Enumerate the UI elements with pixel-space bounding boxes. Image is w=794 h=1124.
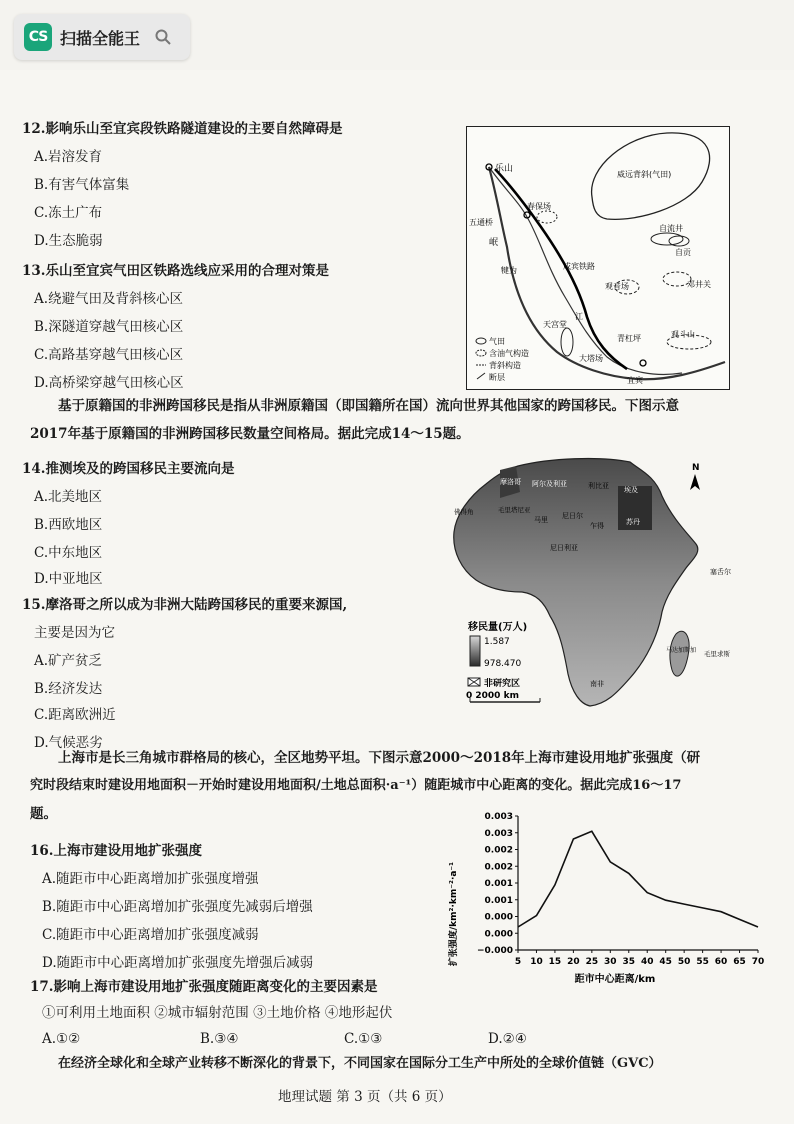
label-wutongqiao: 五通桥 [469, 218, 493, 227]
north-label: N [692, 463, 700, 473]
y-tick-label: 0.001 [484, 895, 513, 906]
app-name: 扫描全能王 [60, 28, 141, 48]
q12-option-d[interactable]: D.生态脆弱 [34, 233, 103, 249]
label-chunbaochang: 春保场 [527, 202, 551, 211]
y-tick-label: 0.000 [484, 929, 513, 940]
q15-option-c[interactable]: C.距离欧洲近 [34, 707, 116, 723]
label-sudan: 苏丹 [626, 518, 640, 526]
q14-option-b[interactable]: B.西欧地区 [34, 517, 103, 533]
q17-stem: 17.影响上海市建设用地扩张强度随距离变化的主要因素是 [30, 979, 378, 995]
intro-14-15 [30, 392, 774, 420]
label-datachang: 大塔场 [579, 354, 603, 363]
x-tick-label: 35 [622, 957, 636, 967]
label-mauritius: 毛里求斯 [704, 650, 730, 658]
q15-stem-2: 主要是因为它 [34, 625, 115, 641]
label-chengbin: 成宾铁路 [563, 262, 595, 271]
exam-page [0, 70, 794, 1124]
label-dengjingguan: 邓井关 [687, 280, 711, 289]
label-libya: 利比亚 [588, 482, 609, 490]
q14-option-c[interactable]: C.中东地区 [34, 545, 103, 561]
legend-ramp [470, 636, 480, 666]
y-tick-label: 0.002 [484, 845, 513, 856]
intro-14-line-2-wrap [30, 420, 774, 448]
label-yibin: 宜宾 [627, 376, 643, 385]
series-line [518, 831, 758, 927]
label-south-africa: 南非 [590, 680, 604, 688]
x-tick-label: 10 [530, 957, 543, 967]
label-tiangongtang: 天宫堂 [543, 320, 567, 329]
label-cape-verde: 佛得角 [454, 508, 474, 516]
x-tick-label: 5 [514, 957, 522, 967]
q17-option-a[interactable]: A.①② [42, 1031, 81, 1047]
railway-map [466, 126, 730, 390]
x-tick-label: 30 [604, 957, 617, 967]
legend-gas-field: 气田 [489, 337, 505, 346]
y-tick-label: −0.000 [476, 946, 513, 956]
q12-stem: 12.影响乐山至宜宾段铁路隧道建设的主要自然障碍是 [22, 121, 343, 137]
intro-16-line-1: 上海市是长三角城市群格局的核心，全区地势平坦。下图示意2000～2018年上海市建设用地扩张强度（研 [58, 750, 701, 766]
label-niger: 尼日尔 [562, 512, 583, 520]
intro-16-17 [30, 744, 774, 772]
q13-option-c[interactable]: C.高路基穿越气田核心区 [34, 347, 184, 363]
legend-min: 1.587 [484, 637, 510, 647]
q15-option-d[interactable]: D.气候恶劣 [34, 735, 103, 751]
x-tick-label: 45 [659, 957, 672, 967]
x-tick-label: 20 [567, 957, 580, 967]
label-qinggang: 青杠坪 [617, 334, 641, 343]
search-icon[interactable] [154, 28, 172, 46]
q16-option-b[interactable]: B.随距市中心距离增加扩张强度先减弱后增强 [42, 899, 313, 915]
q16-option-c[interactable]: C.随距市中心距离增加扩张强度减弱 [42, 927, 259, 943]
legend-max: 978.470 [484, 659, 522, 669]
q15-stem: 15.摩洛哥之所以成为非洲大陆跨国移民的重要来源国, [22, 597, 348, 613]
chart-xlabel: 距市中心距离/km [574, 974, 656, 985]
label-guandoushan: 观斗山 [671, 330, 695, 339]
legend-title: 移民量(万人) [468, 622, 528, 633]
x-tick-label: 40 [640, 957, 654, 967]
north-arrow-icon [690, 474, 700, 490]
label-weiyuan: 威远背斜(气田) [617, 170, 672, 179]
label-madagascar: 马达加斯加 [666, 647, 697, 654]
intro-16-line-2: 究时段结束时建设用地面积－开始时建设用地面积/土地总面积·a⁻¹）随距城市中心距离的变化。据此完成16～17 [30, 778, 682, 793]
x-tick-label: 55 [696, 957, 709, 967]
x-tick-label: 25 [585, 957, 599, 967]
q17-items: ①可利用土地面积 ②城市辐射范围 ③土地价格 ④地形起伏 [42, 1005, 393, 1021]
label-chad: 乍得 [590, 522, 604, 530]
q12-option-b[interactable]: B.有害气体富集 [34, 177, 130, 193]
q13-option-b[interactable]: B.深隧道穿越气田核心区 [34, 319, 184, 335]
label-seychelles: 塞舌尔 [710, 568, 731, 576]
q16-option-d[interactable]: D.随距市中心距离增加扩张强度先增强后减弱 [42, 955, 314, 971]
label-zigong-well: 自流井 [659, 224, 683, 233]
q12-option-a[interactable]: A.岩溶发育 [34, 149, 103, 165]
x-tick-label: 50 [677, 957, 691, 967]
q13-option-a[interactable]: A.绕避气田及背斜核心区 [34, 291, 184, 307]
label-egypt: 埃及 [624, 486, 638, 494]
legend-anticline: 背斜构造 [489, 361, 521, 370]
q12-option-c[interactable]: C.冻土广布 [34, 205, 103, 221]
q16-stem: 16.上海市建设用地扩张强度 [30, 843, 202, 859]
x-tick-label: 15 [548, 957, 562, 967]
intro-16-line-2-wrap [30, 772, 774, 800]
q17-option-b[interactable]: B.③④ [200, 1031, 239, 1047]
intro-14-line-1: 基于原籍国的非洲跨国移民是指从非洲原籍国（即国籍所在国）流向世界其他国家的跨国移民。下图示意 [58, 398, 679, 414]
intro-next-line: 在经济全球化和全球产业转移不断深化的背景下，不同国家在国际分工生产中所处的全球价值链（GVC） [58, 1056, 662, 1071]
y-tick-label: 0.003 [484, 812, 513, 822]
intro-16-line-3: 题。 [30, 806, 57, 822]
page-footer: 地理试题 第 3 页（共 6 页） [278, 1089, 452, 1105]
legend-oil-gas-structure: 含油气构造 [489, 349, 529, 358]
label-leshan: 乐山 [495, 164, 514, 174]
x-tick-label: 60 [714, 957, 728, 967]
africa-migration-map [440, 456, 760, 746]
y-tick-label: 0.001 [484, 879, 513, 889]
q15-option-a[interactable]: A.矿产贫乏 [34, 653, 103, 669]
y-tick-label: 0.002 [484, 862, 513, 873]
q17-option-c[interactable]: C.①③ [344, 1031, 383, 1047]
label-nigeria: 尼日利亚 [550, 544, 578, 552]
expansion-intensity-chart [440, 810, 770, 986]
label-algeria: 阿尔及利亚 [532, 480, 567, 488]
label-qianwei: 犍为 [501, 266, 517, 275]
label-mauritania: 毛里塔尼亚 [498, 506, 531, 514]
intro-14-line-2: 2017年基于原籍国的非洲跨国移民数量空间格局。据此完成14～15题。 [30, 426, 470, 442]
label-morocco: 摩洛哥 [500, 478, 521, 486]
legend-fault: 断层 [489, 373, 505, 382]
label-zigong: 自贡 [675, 248, 691, 257]
q15-option-b[interactable]: B.经济发达 [34, 681, 103, 697]
y-tick-label: 0.000 [484, 912, 513, 923]
q14-option-d[interactable]: D.中亚地区 [34, 571, 103, 587]
q13-option-d[interactable]: D.高桥梁穿越气田核心区 [34, 375, 184, 391]
q14-stem: 14.推测埃及的跨国移民主要流向是 [22, 461, 235, 477]
y-tick-label: 0.003 [484, 828, 513, 839]
label-jiang: 江 [575, 312, 583, 321]
scale-label: 0 2000 km [466, 691, 519, 701]
q13-stem: 13.乐山至宜宾气田区铁路选线应采用的合理对策是 [22, 263, 329, 279]
q17-option-d[interactable]: D.②④ [488, 1031, 527, 1047]
chart-ylabel: 扩张强度/km²·km⁻²·a⁻¹ [449, 861, 459, 967]
legend-non-study: 非研究区 [484, 679, 521, 689]
x-tick-label: 65 [733, 957, 746, 967]
q16-option-a[interactable]: A.随距市中心距离增加扩张强度增强 [42, 871, 259, 887]
x-tick-label: 70 [751, 957, 765, 967]
app-logo: CS [24, 23, 52, 51]
label-guanyinchang: 观音场 [605, 282, 629, 291]
label-min: 岷 [489, 238, 499, 248]
label-mali: 马里 [534, 516, 548, 524]
intro-next [30, 1050, 774, 1078]
q14-option-a[interactable]: A.北美地区 [34, 489, 103, 505]
app-badge [14, 14, 190, 60]
